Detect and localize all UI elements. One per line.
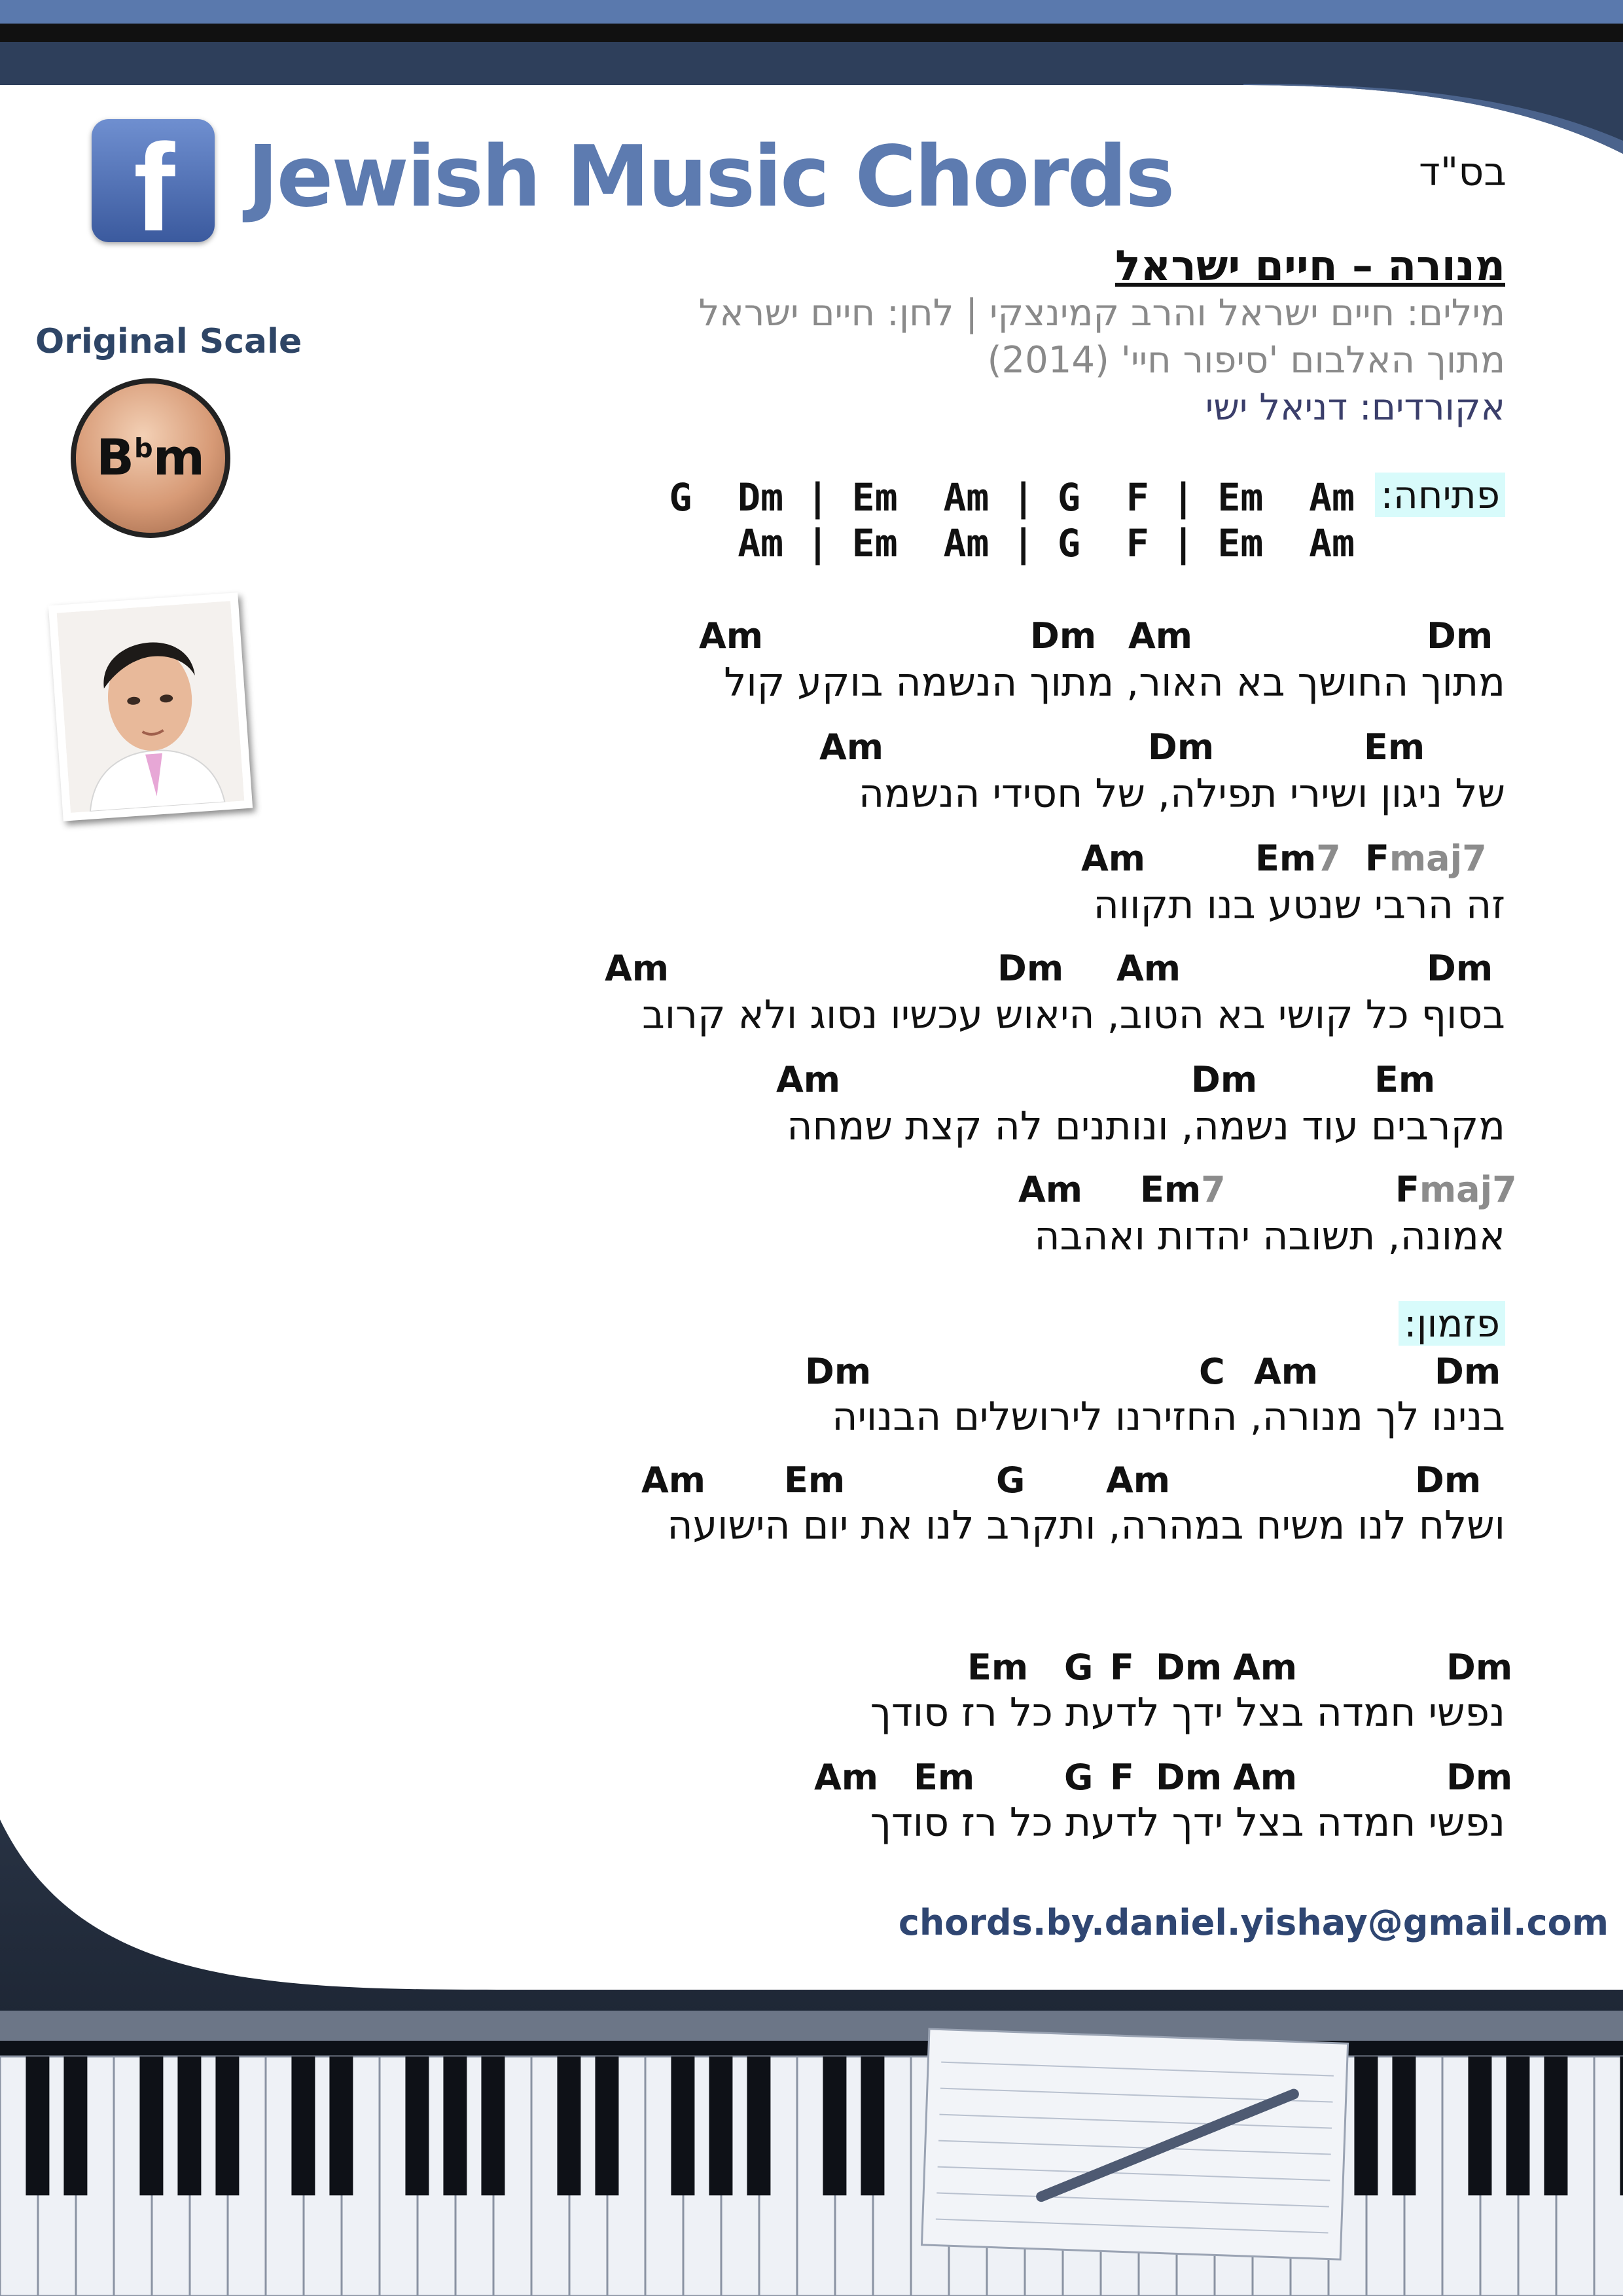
piano-black-key [443,2056,467,2195]
chord: G [1064,1647,1094,1688]
chord: Dm [805,1351,872,1392]
piano-black-key [1392,2056,1416,2195]
piano-black-key [291,2056,315,2195]
piano-black-key [63,2056,87,2195]
chord: Em [784,1460,846,1501]
piano-black-key [557,2056,580,2195]
piano-black-key [671,2056,694,2195]
chord: Dm [1156,1647,1222,1688]
piano-white-key [1594,2056,1623,2296]
chord: F [1110,1647,1134,1688]
song-album: מתוך האלבום 'סיפור חיי' (2014) [987,339,1505,382]
chord: Dm [1156,1757,1222,1798]
chord: Am [776,1059,841,1100]
intro-chord-line: G Dm | Em Am | G F | Em Am [669,475,1355,520]
original-key-text: $B^bm$ [96,428,205,486]
lyric-line: זה הרבי שנטע בנו תקווה [1093,882,1505,928]
original-key-badge [71,378,230,538]
artist-photo [48,592,253,821]
chord: Am [1018,1169,1083,1210]
facebook-logo-icon: f [92,119,215,242]
chord: Em [1364,726,1425,768]
chord: Am [1128,615,1193,656]
song-arranger: אקורדים: דניאל ישי [1205,386,1505,429]
chord: F [1110,1757,1134,1798]
piano-black-key [595,2056,618,2195]
chord: Em [914,1757,975,1798]
chord: Am [819,726,884,768]
piano-black-key [26,2056,49,2195]
chord-with-extension: Fmaj7 [1395,1169,1517,1210]
chord: Am [699,615,764,656]
chord: Em [1374,1059,1436,1100]
chord: Am [1081,838,1146,879]
piano-background [0,1767,1623,2296]
chorus-label: פזמון: [1399,1301,1505,1346]
chord: Dm [1415,1460,1482,1501]
piano-black-key [823,2056,846,2195]
lyric-line: בנינו לך מנורה, החזירנו לירושלים הבנויה [832,1394,1505,1440]
lyric-line: של ניגון ושירי תפילה, של חסידי הנשמה [858,771,1505,817]
piano-black-key [329,2056,353,2195]
song-credits: מילים: חיים ישראל והרב קמינצקי | לחן: חיים ישראל [698,292,1505,334]
chord-with-extension: Em7 [1140,1169,1226,1210]
chord: Dm [1148,726,1215,768]
lyric-line: נפשי חמדה בצל ידך לדעת כל רז סודך [870,1690,1505,1736]
chord-with-extension: Fmaj7 [1365,838,1487,879]
lyric-line: אמונה, תשובה יהדות ואהבה [1034,1213,1505,1259]
song-title: מנורה – חיים ישראל [1115,242,1505,291]
chord: Em [967,1647,1029,1688]
piano-black-key [1354,2056,1378,2195]
chord: Dm [1427,615,1493,656]
chord-with-extension: Em7 [1255,838,1341,879]
bsd-mark: בס"ד [1419,149,1507,195]
piano-black-key [139,2056,163,2195]
original-scale-label: Original Scale [35,322,302,361]
piano-black-key [1620,2056,1623,2195]
chord: Am [605,948,669,989]
chord: Dm [1435,1351,1501,1392]
chord: G [996,1460,1026,1501]
piano-black-key [709,2056,732,2195]
chord: Dm [997,948,1064,989]
chord: Am [1106,1460,1171,1501]
chord: Dm [1030,615,1097,656]
chord: Am [1233,1647,1298,1688]
chord: Dm [1446,1757,1513,1798]
chord: G [1064,1757,1094,1798]
piano-black-key [1544,2056,1567,2195]
piano-black-key [177,2056,201,2195]
chord: Dm [1446,1647,1513,1688]
contact-email[interactable]: chords.by.daniel.yishay@gmail.com [898,1902,1609,1943]
brand-title: Jewish Music Chords [247,128,1173,226]
chord: Am [1116,948,1181,989]
chord: Am [1233,1757,1298,1798]
lyric-line: מתוך החושך בא האור, מתוך הנשמה בוקע קול [724,660,1505,706]
lyric-line: מקרבים עוד נשמה, ונותנים לה קצת שמחה [787,1103,1505,1149]
piano-black-key [747,2056,770,2195]
intro-chord-line: Am | Em Am | G F | Em Am [738,521,1355,565]
piano-black-key [1468,2056,1491,2195]
chord: Am [641,1460,706,1501]
intro-label: פתיחה: [1375,473,1505,517]
piano-black-key [215,2056,239,2195]
chord: Am [1254,1351,1319,1392]
lyric-line: בסוף כל קושי בא הטוב, היאוש עכשיו נסוג ולא קרוב [642,992,1505,1038]
piano-black-key [405,2056,429,2195]
lyric-line: ושלח לנו משיח במהרה, ותקרב לנו את יום הישועה [667,1503,1505,1549]
lyric-line: נפשי חמדה בצל ידך לדעת כל רז סודך [870,1800,1505,1846]
chord: C [1199,1351,1225,1392]
piano-black-key [861,2056,884,2195]
piano-black-key [1506,2056,1529,2195]
chord: Am [814,1757,879,1798]
chord: Dm [1191,1059,1258,1100]
piano-black-key [481,2056,505,2195]
chord: Dm [1427,948,1493,989]
artist-portrait-icon [57,601,245,813]
